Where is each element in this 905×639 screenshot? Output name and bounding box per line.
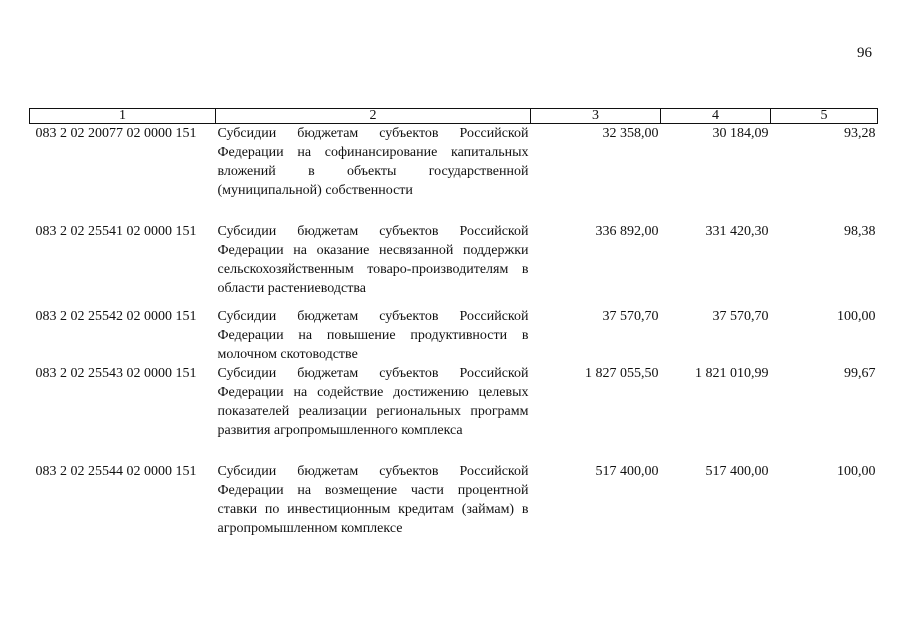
column-header-5: 5 xyxy=(771,109,878,124)
column-header-2: 2 xyxy=(216,109,531,124)
value-col3: 336 892,00 xyxy=(595,224,659,239)
budget-code: 083 2 02 25544 02 0000 151 xyxy=(35,464,197,479)
column-header-3: 3 xyxy=(531,109,661,124)
table-row xyxy=(30,307,878,364)
value-col3: 517 400,00 xyxy=(595,464,659,479)
page-number: 96 xyxy=(857,45,872,61)
value-col5: 100,00 xyxy=(837,309,876,324)
value-col5: 93,28 xyxy=(844,126,876,141)
table-row xyxy=(30,462,878,542)
value-col3: 32 358,00 xyxy=(602,126,659,141)
value-col5: 100,00 xyxy=(837,464,876,479)
column-header-4: 4 xyxy=(661,109,771,124)
value-col4: 331 420,30 xyxy=(705,224,769,239)
description: Субсидии бюджетам субъектов Российской Федерации на возмещение части процентной ставки по инвестиционным кредитам (займам) в агропромышленном комплексе xyxy=(217,464,529,536)
table-header-row xyxy=(30,109,878,124)
column-header-1: 1 xyxy=(30,109,216,124)
value-col4: 1 821 010,99 xyxy=(695,366,769,381)
value-col5: 98,38 xyxy=(844,224,876,239)
description: Субсидии бюджетам субъектов Российской Федерации на софинансирование капитальных вложений в объекты государственной (муниципальной) собственности xyxy=(217,126,529,198)
description: Субсидии бюджетам субъектов Российской Федерации на оказание несвязанной поддержки сельскохозяйственным товаро-производителям в области растениеводства xyxy=(217,224,529,296)
budget-code: 083 2 02 25541 02 0000 151 xyxy=(35,224,197,239)
description: Субсидии бюджетам субъектов Российской Федерации на содействие достижению целевых показателей реализации региональных программ развития агропромышленного комплекса xyxy=(217,366,529,438)
table-row xyxy=(30,222,878,307)
value-col4: 37 570,70 xyxy=(712,309,769,324)
value-col4: 30 184,09 xyxy=(712,126,769,141)
budget-code: 083 2 02 20077 02 0000 151 xyxy=(35,126,197,141)
value-col3: 37 570,70 xyxy=(602,309,659,324)
value-col3: 1 827 055,50 xyxy=(585,366,659,381)
budget-table xyxy=(29,108,878,542)
budget-code: 083 2 02 25543 02 0000 151 xyxy=(35,366,197,381)
table-row xyxy=(30,124,878,223)
budget-code: 083 2 02 25542 02 0000 151 xyxy=(35,309,197,324)
value-col5: 99,67 xyxy=(844,366,876,381)
value-col4: 517 400,00 xyxy=(705,464,769,479)
table-row xyxy=(30,364,878,462)
description: Субсидии бюджетам субъектов Российской Федерации на повышение продуктивности в молочном скотоводстве xyxy=(217,309,529,362)
